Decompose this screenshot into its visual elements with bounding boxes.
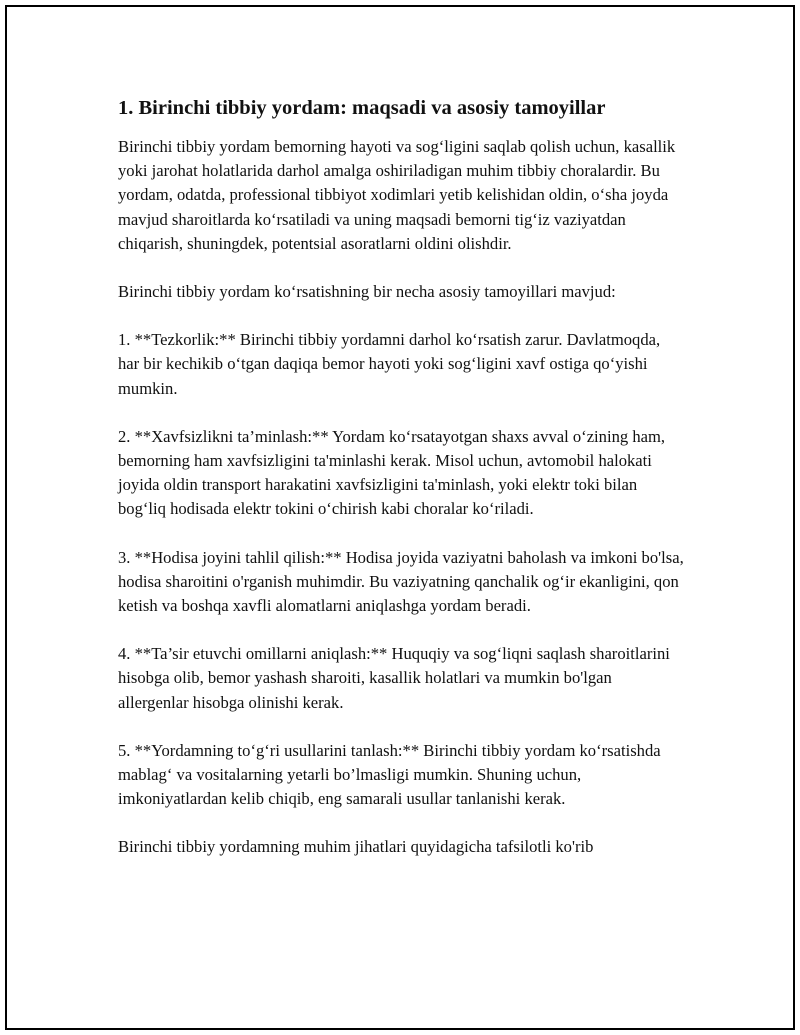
paragraph-principle-2: 2. **Xavfsizlikni ta’minlash:** Yordam ko‘rsatayotgan shaxs avval o‘zining ham, bemorning ham xavfsizligini ta'minlashi kerak. Misol uchun, avtomobil halokati joyida oldin transport harakatini xavfsizligini ta'minlash, yoki elektr toki bilan bog‘liq hodisada elektr tokini o‘chirish kabi choralar ko‘riladi. <box>118 426 666 519</box>
paragraph-principles-lead: Birinchi tibbiy yordam ko‘rsatishning bir necha asosiy tamoyillari mavjud: <box>118 282 616 302</box>
paragraph-principle-5: 5. **Yordamning to‘g‘ri usullarini tanlash:** Birinchi tibbiy yordam ko‘rsatishda mablag‘ va vositalarning yetarli bo’lmasligi mumkin. Shuning uchun, imkoniyatlardan kelib chiqib, eng samarali usullar tanlanishi kerak. <box>118 740 661 809</box>
paragraph-principle-1: 1. **Tezkorlik:** Birinchi tibbiy yordamni darhol ko‘rsatish zarur. Davlatmoqda, har bir kechikib o‘tgan daqiqa bemor hayoti yoki sog‘ligini xavf ostiga qo‘yishi mumkin. <box>118 330 661 398</box>
paragraph-closing: Birinchi tibbiy yordamning muhim jihatlari quyidagicha tafsilotli ko'rib <box>118 837 594 857</box>
document-body <box>118 95 684 860</box>
paragraph-intro: Birinchi tibbiy yordam bemorning hayoti va sog‘ligini saqlab qolish uchun, kasallik yoki jarohat holatlarida darhol amalga oshiriladigan muhim tibbiy choralardir. Bu yordam, odatda, professional tibbiyot xodimlari yetib kelishidan oldin, o‘sha joyda mavjud sharoitlarda ko‘rsatiladi va uning maqsadi bemorni tig‘iz vaziyatdan chiqarish, shuningdek, potentsial asoratlarni oldini olishdir. <box>118 137 676 253</box>
section-title: 1. Birinchi tibbiy yordam: maqsadi va asosiy tamoyillar <box>118 97 606 119</box>
paragraph-principle-4: 4. **Ta’sir etuvchi omillarni aniqlash:** Huquqiy va sog‘liqni saqlash sharoitlarini hisobga olib, bemor yashash sharoiti, kasallik holatlari va mumkin bo'lgan allergenlar hisobga olinishi kerak. <box>118 644 670 712</box>
paragraph-principle-3: 3. **Hodisa joyini tahlil qilish:** Hodisa joyida vaziyatni baholash va imkoni bo'lsa, hodisa sharoitini o'rganish muhimdir. Bu vaziyatning qanchalik og‘ir ekanligini, qon ketish va boshqa xavfli alomatlarni aniqlashga yordam beradi. <box>118 547 684 616</box>
